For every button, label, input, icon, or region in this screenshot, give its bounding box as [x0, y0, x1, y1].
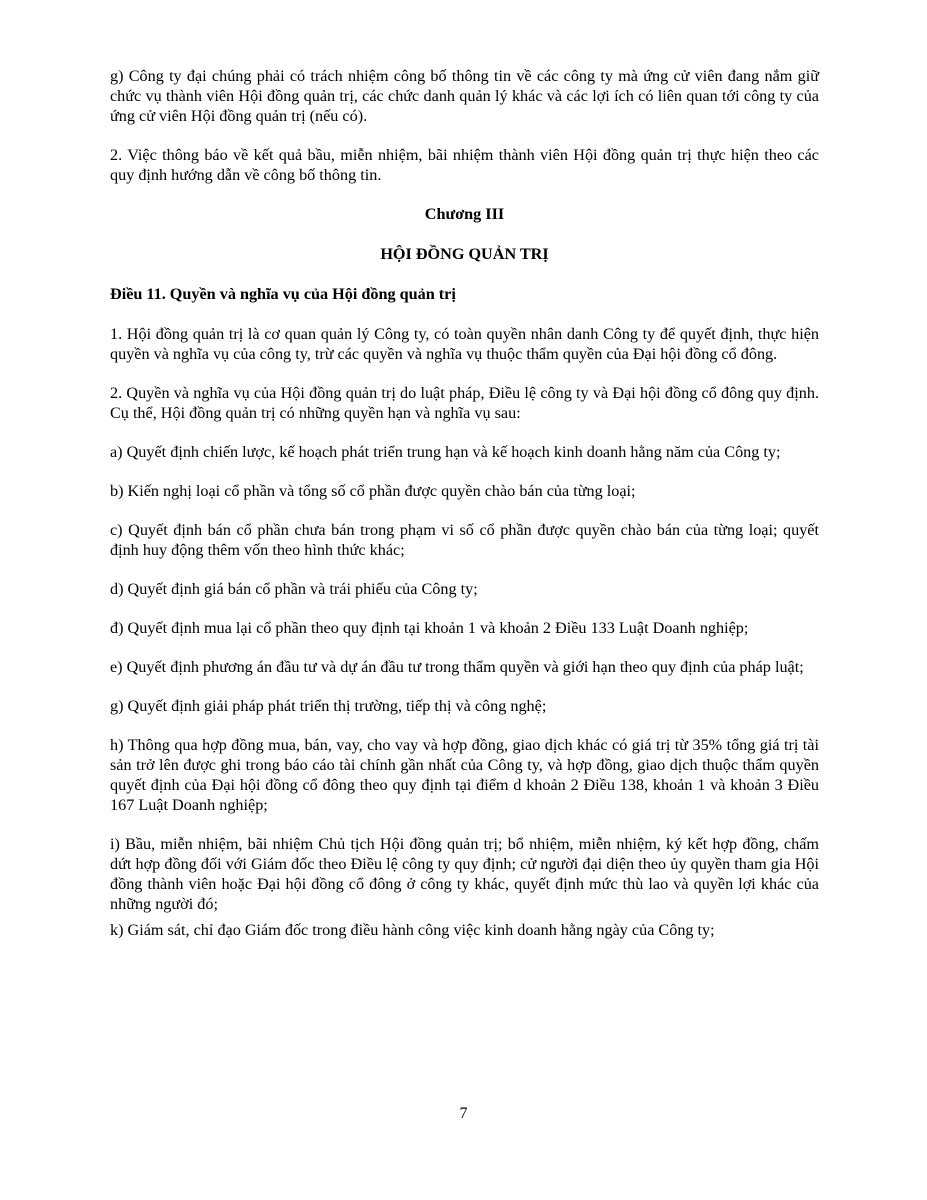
- list-item-dd: đ) Quyết định mua lại cổ phần theo quy định tại khoản 1 và khoản 2 Điều 133 Luật Doanh nghiệp;: [110, 619, 749, 637]
- list-item-h: h) Thông qua hợp đồng mua, bán, vay, cho vay và hợp đồng, giao dịch khác có giá trị từ 35% tổng giá trị tài sản trở lên được ghi trong báo cáo tài chính gần nhất của Công ty, và hợp đồng, giao dịch thuộc thẩm quyền quyết định của Đại hội đồng cổ đông theo quy định tại điểm d khoản 2 Điều 138, khoản 1 và khoản 3 Điều 167 Luật Doanh nghiệp;: [110, 736, 819, 814]
- list-item-d: d) Quyết định giá bán cổ phần và trái phiếu của Công ty;: [110, 580, 478, 598]
- list-item-c: c) Quyết định bán cổ phần chưa bán trong phạm vi số cổ phần được quyền chào bán của từng loại; quyết định huy động thêm vốn theo hình thức khác;: [110, 521, 819, 559]
- paragraph-top-g: g) Công ty đại chúng phải có trách nhiệm công bố thông tin về các công ty mà ứng cử viên đang nắm giữ chức vụ thành viên Hội đồng quản trị, các chức danh quản lý khác và các lợi ích có liên quan tới công ty của ứng cử viên Hội đồng quản trị (nếu có).: [110, 67, 819, 125]
- chapter-title: HỘI ĐỒNG QUẢN TRỊ: [380, 245, 549, 263]
- list-item-e: e) Quyết định phương án đầu tư và dự án đầu tư trong thẩm quyền và giới hạn theo quy định của pháp luật;: [110, 658, 804, 676]
- paragraph-2: 2. Quyền và nghĩa vụ của Hội đồng quản trị do luật pháp, Điều lệ công ty và Đại hội đồng cổ đông quy định. Cụ thể, Hội đồng quản trị có những quyền hạn và nghĩa vụ sau:: [110, 384, 819, 422]
- paragraph-1: 1. Hội đồng quản trị là cơ quan quản lý Công ty, có toàn quyền nhân danh Công ty để quyết định, thực hiện quyền và nghĩa vụ của công ty, trừ các quyền và nghĩa vụ thuộc thẩm quyền của Đại hội đồng cổ đông.: [110, 325, 819, 363]
- list-item-i: i) Bầu, miễn nhiệm, bãi nhiệm Chủ tịch Hội đồng quản trị; bổ nhiệm, miễn nhiệm, ký kết hợp đồng, chấm dứt hợp đồng đối với Giám đốc theo Điều lệ công ty quy định; cử người đại diện theo ủy quyền tham gia Hội đồng thành viên hoặc Đại hội đồng cổ đông ở công ty khác, quyết định mức thù lao và quyền lợi khác của những người đó;: [110, 835, 819, 913]
- list-item-k: k) Giám sát, chỉ đạo Giám đốc trong điều hành công việc kinh doanh hằng ngày của Công ty;: [110, 921, 715, 939]
- page-number: 7: [459, 1105, 468, 1122]
- list-item-g: g) Quyết định giải pháp phát triển thị trường, tiếp thị và công nghệ;: [110, 697, 547, 715]
- list-item-a: a) Quyết định chiến lược, kế hoạch phát triển trung hạn và kế hoạch kinh doanh hằng năm của Công ty;: [110, 443, 781, 461]
- paragraph-top-2: 2. Việc thông báo về kết quả bầu, miễn nhiệm, bãi nhiệm thành viên Hội đồng quản trị thực hiện theo các quy định hướng dẫn về công bố thông tin.: [110, 146, 819, 184]
- chapter-label: Chương III: [424, 205, 505, 223]
- list-item-b: b) Kiến nghị loại cổ phần và tổng số cổ phần được quyền chào bán của từng loại;: [110, 482, 636, 500]
- article-heading: Điều 11. Quyền và nghĩa vụ của Hội đồng quản trị: [110, 285, 456, 303]
